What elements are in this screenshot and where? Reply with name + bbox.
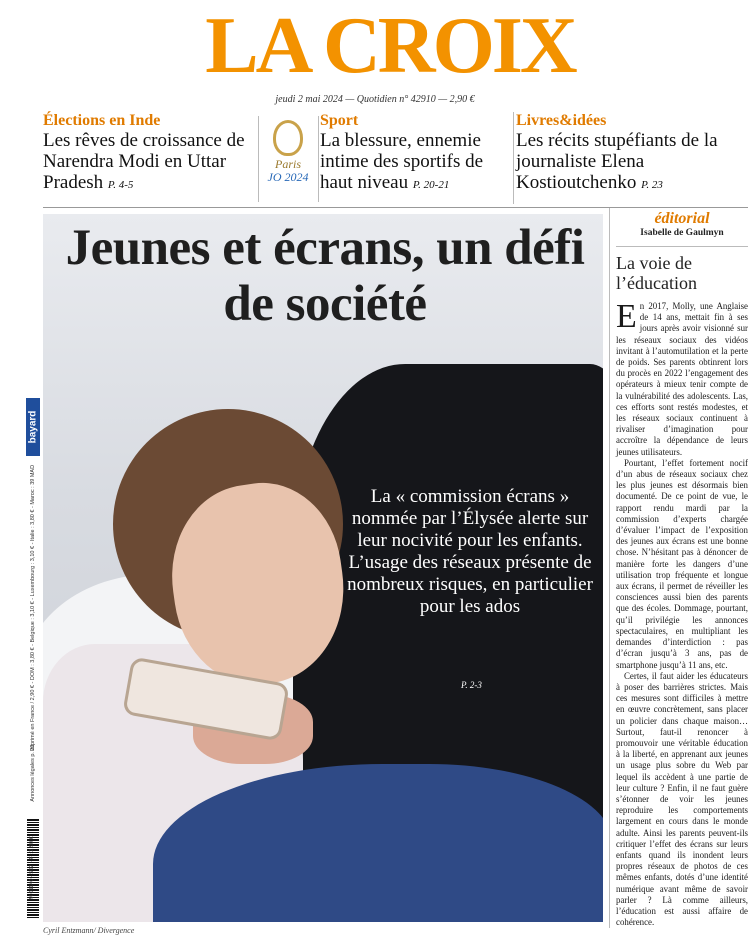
editorial-paragraph: Pourtant, l’effet fortement nocif d’un abus de réseaux sociaux chez les plus jeunes est désormais bien documenté. De ce point de vue, le rapport rendu mardi par la commission d’experts chargée d’évaluer l’impact de l’exposition des jeunes aux écrans est une bonne chose. N’hésitant pas à dénoncer de manière forte les dangers d’une utilisation trop fréquente et longue aux écrans, il permet de réveiller les consciences aussi bien des parents que des écoles. Dommage, pourtant, qu’il privilégie les annonces spectaculaires, en multipliant les demandes d’interdiction : pas d’écran jusqu’à 3 ans, pas de smartphone jusqu’à 11 ans, etc. xyxy=(616,457,748,670)
divider xyxy=(258,116,259,202)
teaser-livres-idees[interactable] xyxy=(513,112,748,204)
teaser-band xyxy=(0,112,750,206)
barcode-text: M 01140 - 502 - F : 2,90 € xyxy=(29,836,35,900)
paris-2024-emblem xyxy=(260,116,316,198)
teaser-elections-inde[interactable] xyxy=(43,112,258,204)
la-croix-logo[interactable]: LA CROIX xyxy=(205,2,575,90)
divider xyxy=(318,116,319,202)
bayard-label: bayard xyxy=(27,410,39,444)
teaser-kicker: Livres&idées xyxy=(516,112,607,129)
editorial-paragraph-text: n 2017, Molly, une Anglaise de 14 ans, mettait fin à ses jours après avoir visionné sur les réseaux sociaux des vidéos invitant à l’automutilation et la perte de poids. Ses parents obtinrent lors du procès en 2022 l’engagement des opérateurs à mieux tenir compte de la vulnérabilité des adolescents. Las, ces efforts sont restés modestes, et les réseaux sociaux continuent à rivaliser d’imagination pour accroître la dépendance de leurs jeunes utilisateurs. xyxy=(616,301,748,457)
barcode-label xyxy=(26,818,38,918)
olympic-games: JO 2024 xyxy=(267,170,309,184)
olympic-flame-icon xyxy=(273,120,303,156)
dateline: jeudi 2 mai 2024 — Quotidien n° 42910 — 2,90 € xyxy=(275,94,475,105)
teaser-headline xyxy=(43,130,258,196)
teaser-headline xyxy=(320,130,520,196)
teaser-sport[interactable] xyxy=(320,112,520,204)
editorial-column xyxy=(609,208,748,928)
drop-cap: E xyxy=(616,298,637,335)
teaser-headline xyxy=(516,130,748,196)
legal-notice xyxy=(27,738,39,808)
main-page-ref: P. 2-3 xyxy=(461,680,482,690)
teaser-page: P. 4-5 xyxy=(107,179,134,191)
main-headline[interactable]: Jeunes et écrans, un défi de société xyxy=(65,220,585,332)
editorial-author: Isabelle de Gaulmyn xyxy=(640,228,724,238)
editorial-paragraph xyxy=(616,298,748,458)
teaser-kicker: Sport xyxy=(320,112,359,129)
editorial-label: éditorial xyxy=(654,210,710,227)
photo-credit: Cyril Entzmann/ Divergence xyxy=(43,926,135,935)
side-band xyxy=(26,398,40,918)
editorial-body xyxy=(616,298,748,928)
masthead xyxy=(0,0,750,92)
teaser-page: P. 23 xyxy=(641,179,663,191)
olympic-city: Paris xyxy=(274,157,301,171)
teaser-headline-text: Les rêves de croissance de Narendra Modi en Uttar Pradesh xyxy=(43,130,245,193)
main-deck: La « commission écrans » nommée par l’Élysée alerte sur leur nocivité pour les enfants. L’usage des réseaux présente de nombreux risques, en particulier pour les ados xyxy=(347,486,593,617)
price-list xyxy=(27,464,39,752)
editorial-rule xyxy=(616,246,748,247)
teaser-kicker: Élections en Inde xyxy=(43,112,161,129)
teaser-headline-text: La blessure, ennemie intime des sportifs de haut niveau xyxy=(320,130,484,193)
bayard-logo[interactable] xyxy=(26,398,40,456)
editorial-title[interactable]: La voie de l’éducation xyxy=(616,253,697,293)
editorial-paragraph: Certes, il faut aider les éducateurs à poser des barrières strictes. Mais ces mesures sont difficiles à mettre en œuvre concrètement, sans placer un policier dans chaque maison… Surtout, faut-il renoncer à promouvoir une véritable éducation à la liberté, en apprenant aux jeunes un usage plus sobre du Web par lequel ils accèdent à une partie de leur culture ? Enfin, il ne faut guère s’étonner de voir les jeunes reproduire les comportements largement en cours dans le monde adulte. Ainsi les parents peuvent-ils critiquer l’effet des écrans sur leurs enfants quand ils inondent leurs propres réseaux de photos de ces mêmes enfants, dotés d’une identité numérique avant même de savoir parler ? Là comme ailleurs, l’éducation est aussi affaire de cohérence. xyxy=(616,670,748,928)
teaser-page: P. 20-21 xyxy=(412,179,450,191)
teaser-headline-text: Les récits stupéfiants de la journaliste Elena Kostioutchenko xyxy=(516,130,718,193)
legal-notice-text: Annonces légales p. 22 xyxy=(30,744,36,802)
price-list-text: Imprimé en France / 2,90 € - DOM : 3,80 € - Belgique : 3,10 € - Luxembourg : 3,10 € - Italie : 3,80 € - Maroc : 39 MAD xyxy=(30,464,36,752)
